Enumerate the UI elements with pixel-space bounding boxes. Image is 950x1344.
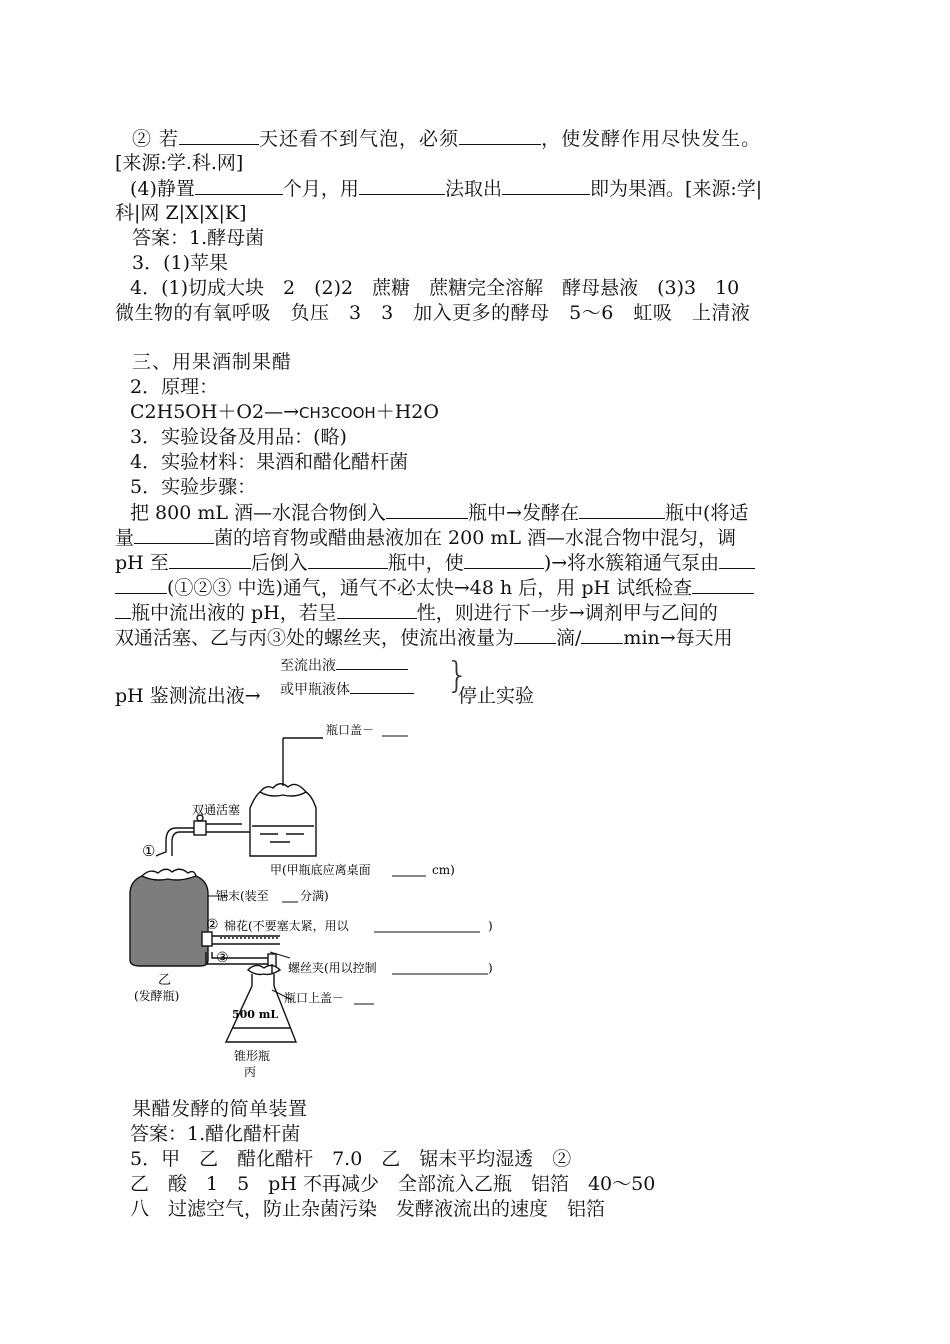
q2-text-1: ② 若 [132,128,180,150]
q4-text-2: 个月，用 [282,178,359,200]
blank[interactable] [692,575,754,594]
steps-text: 瓶中→发酵在 [468,502,579,524]
blank[interactable] [179,126,259,145]
answer-3: 3．(1)苹果 [132,252,229,274]
steps-line-4 [115,575,754,600]
label-clamp: 螺丝夹(用以控制 [288,961,377,975]
circle-1: ① [142,842,156,860]
answer-2-1: 答案：1.醋化醋杆菌 [130,1123,301,1145]
q4-text-3: 法取出 [444,178,502,200]
steps-line-5 [115,600,718,625]
principle-label: 2．原理： [130,376,219,398]
steps-text: )→将水簇箱通气泵由 [543,552,720,574]
label-cotton: 棉花(不要塞太紧，用以 [224,919,349,933]
blank[interactable] [115,575,167,594]
label-cm: cm) [432,863,455,877]
brace: } [446,655,469,696]
equation [130,400,439,425]
blank[interactable] [502,176,590,195]
blank[interactable] [350,679,414,694]
steps-text: min→每天用 [623,627,733,649]
steps-text: 瓶中(将适 [664,502,749,524]
label-sawdust-2: 分满) [300,889,329,903]
blank[interactable] [195,176,283,195]
steps-line-2 [115,525,736,550]
steps-line-1 [130,500,748,525]
circle-2: ② [206,917,219,933]
steps-text: pH 至 [115,552,169,574]
apparatus-diagram [120,716,620,1086]
q4-text-1: (4)静置 [130,178,195,200]
steps-text: (①②③ 中选)通气，通气不必太快→48 h 后，用 pH 试纸检查 [167,577,693,599]
section-title: 三、用果酒制果醋 [132,351,293,373]
equipment-line: 3．实验设备及用品：(略) [130,426,347,448]
equation-right: ＋H2O [375,401,439,423]
answer-4: 4．(1)切成大块 2 (2)2 蔗糖 蔗糖完全溶解 酵母悬液 (3)3 10 [130,277,740,299]
steps-text: 量 [115,527,135,549]
figure-caption: 果醋发酵的简单装置 [132,1098,308,1120]
steps-text: 至流出液 [280,658,336,674]
q2-source: [来源:学.科.网] [115,152,244,174]
steps-label: 5．实验步骤： [130,476,257,498]
q2-line [132,126,761,151]
steps-text: 性，则进行下一步→调剂甲与乙间的 [416,602,718,624]
blank[interactable] [115,600,131,619]
label-yi: 乙 [158,973,172,988]
steps-text: 瓶中，使 [387,552,464,574]
label-flask-volume: 500 mL [232,1008,279,1021]
blank[interactable] [134,525,214,544]
label-cap-2: 瓶口上盖－ [284,991,345,1005]
label-jia: 甲(甲瓶底应离桌面 [270,863,371,877]
answer-4b: 微生物的有氧呼吸 负压 3 3 加入更多的酵母 5～6 虹吸 上清液 [115,302,751,324]
steps-text: 双通活塞、乙与丙③处的螺丝夹，使流出液量为 [115,627,515,649]
blank[interactable] [464,550,544,569]
blank[interactable] [359,176,445,195]
q4-line [130,176,762,201]
label-clamp-end: ) [488,961,493,975]
circle-3: ③ [216,950,229,966]
equation-left: C2H5OH＋O2—→ [130,401,300,423]
steps-text: 后倒入 [250,552,308,574]
label-cotton-end: ) [488,919,493,933]
steps-text: 滴/ [556,627,582,649]
steps-text: 把 800 mL 酒—水混合物倒入 [130,502,387,524]
label-cap-top: 瓶口盖－ [326,723,375,737]
blank[interactable] [459,126,541,145]
q2-text-2: 天还看不到气泡，必须 [259,128,460,150]
materials-line: 4．实验材料：果酒和醋化醋杆菌 [130,451,409,473]
answer-2-5c: 八 过滤空气，防止杂菌污染 发酵液流出的速度 铝箔 [130,1198,606,1220]
steps-line-7-end: 停止实验 [458,685,535,707]
answer-1: 答案：1.酵母菌 [132,227,265,249]
steps-text: 菌的培育物或醋曲悬液加在 200 mL 酒—水混合物中混匀，调 [214,527,737,549]
brace-line-2 [280,678,414,702]
label-bing: 丙 [244,1065,257,1079]
tube [156,815,250,856]
blank[interactable] [337,600,417,619]
q4-source: 科|网 Z|X|X|K] [115,202,247,224]
steps-text: pH 鉴测流出液→ [115,685,261,707]
blank[interactable] [514,625,556,644]
brace-line-1 [280,654,408,678]
q2-text-3: ，使发酵作用尽快发生。 [541,128,762,150]
blank[interactable] [169,550,251,569]
steps-text: 瓶中流出液的 pH，若呈 [131,602,337,624]
label-yi-2: (发酵瓶) [134,989,180,1003]
blank[interactable] [719,550,755,569]
blank[interactable] [386,500,468,519]
equation-product: CH3COOH [299,404,376,422]
steps-text: 或甲瓶液体 [280,682,350,698]
steps-line-3 [115,550,755,575]
label-sawdust: 锯末(装至 [216,889,269,903]
blank[interactable] [336,655,408,670]
steps-line-6 [115,625,733,650]
blank[interactable] [308,550,388,569]
label-valve: 双通活塞 [192,803,241,817]
steps-line-7 [115,684,261,708]
label-flask: 锥形瓶 [234,1049,271,1063]
answer-2-5b: 乙 酸 1 5 pH 不再减少 全部流入乙瓶 铝箔 40～50 [130,1173,656,1195]
blank[interactable] [581,625,623,644]
bottle-jia [250,738,323,856]
q4-text-4: 即为果酒。[来源:学| [589,178,763,200]
blank[interactable] [579,500,665,519]
answer-2-5: 5．甲 乙 醋化醋杆 7.0 乙 锯末平均湿透 ② [130,1148,572,1170]
